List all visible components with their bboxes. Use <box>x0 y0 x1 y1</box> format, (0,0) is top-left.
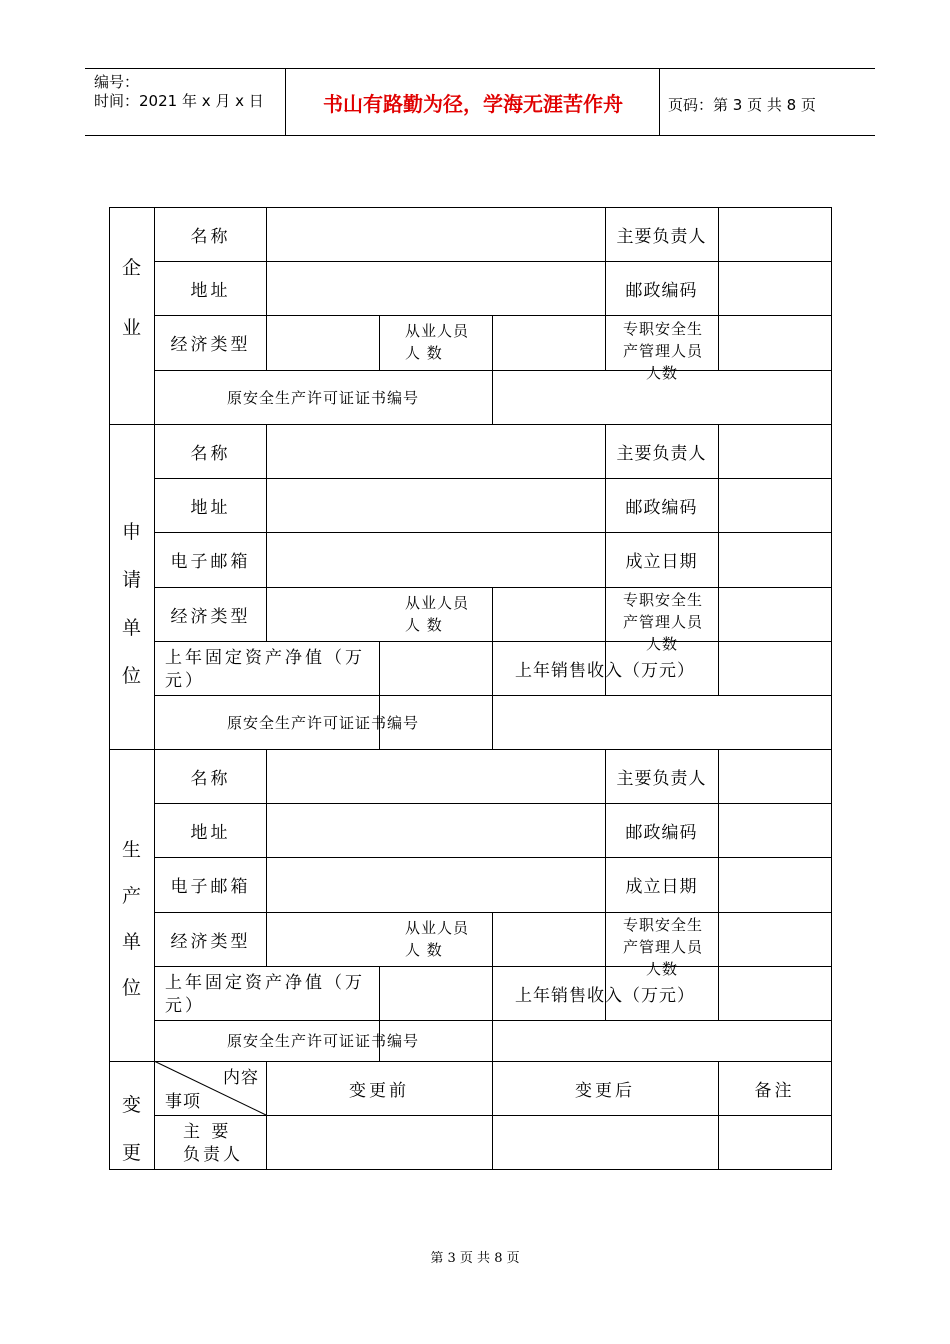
address-label: 地址 <box>190 497 231 518</box>
license-number-field[interactable] <box>493 371 831 424</box>
staff-count-field[interactable] <box>493 316 605 370</box>
staff-count-field[interactable] <box>493 588 605 641</box>
email-label: 电子邮箱 <box>170 877 251 897</box>
fixed-assets-label-l2: 元） <box>165 671 205 691</box>
head-after-field[interactable] <box>493 1116 718 1169</box>
fixed-assets-label-l2: 元） <box>165 996 205 1016</box>
founded-field[interactable] <box>719 858 831 912</box>
section-title: 生 产 单 位 <box>121 839 141 999</box>
safety-staff-label: 专职安全生 产管理人员 人数 <box>623 320 704 382</box>
section-title: 企 业 <box>121 257 141 339</box>
staff-count-label-l2: 人 数 <box>405 344 443 362</box>
founded-label: 成立日期 <box>625 877 698 897</box>
license-number-field[interactable] <box>493 696 831 749</box>
econ-type-label: 经济类型 <box>170 606 251 627</box>
after-change-header: 变更后 <box>575 1080 635 1101</box>
head-label: 主要负责人 <box>616 443 707 464</box>
staff-count-label-l1: 从业人员 <box>405 322 470 340</box>
name-label: 名称 <box>190 443 231 464</box>
header-motto: 书山有路勤为径，学海无涯苦作舟 <box>323 92 623 116</box>
head-field[interactable] <box>719 208 831 261</box>
econ-type-field[interactable] <box>267 913 379 966</box>
name-label: 名称 <box>190 768 231 789</box>
sales-revenue-label: 上年销售收入（万元） <box>515 660 695 681</box>
change-head-label-l1: 主 要 <box>183 1122 232 1142</box>
section-title: 变 更 <box>121 1094 141 1164</box>
remarks-header: 备注 <box>754 1080 795 1101</box>
postcode-label: 邮政编码 <box>625 280 698 301</box>
head-field[interactable] <box>719 425 831 478</box>
safety-staff-label: 专职安全生 产管理人员 人数 <box>623 591 704 653</box>
safety-staff-field[interactable] <box>719 588 831 641</box>
sales-revenue-field[interactable] <box>719 967 831 1020</box>
header-page-label: 页码：第 3 页 共 8 页 <box>668 96 816 114</box>
founded-field[interactable] <box>719 533 831 587</box>
staff-count-label-l2: 人 数 <box>405 941 443 959</box>
econ-type-label: 经济类型 <box>170 335 251 355</box>
address-label: 地址 <box>190 822 231 843</box>
safety-staff-field[interactable] <box>719 316 831 370</box>
address-field[interactable] <box>267 262 605 315</box>
safety-staff-label: 专职安全生 产管理人员 人数 <box>623 916 704 978</box>
application-form-table <box>109 207 832 1170</box>
change-head-label-l2: 负责人 <box>183 1145 243 1165</box>
name-field[interactable] <box>267 425 605 478</box>
staff-count-label-l2: 人 数 <box>405 616 443 634</box>
sales-revenue-label: 上年销售收入（万元） <box>515 985 695 1006</box>
staff-count-label-l1: 从业人员 <box>405 594 470 612</box>
page-footer: 第 3 页 共 8 页 <box>430 1251 520 1266</box>
econ-type-field[interactable] <box>267 316 379 370</box>
head-before-field[interactable] <box>267 1116 492 1169</box>
fixed-assets-label-l1: 上年固定资产净值（万 <box>165 973 365 993</box>
serial-label: 编号： <box>94 73 140 91</box>
section-title: 申 请 单 位 <box>121 521 141 687</box>
name-label: 名称 <box>190 226 231 247</box>
postcode-label: 邮政编码 <box>625 497 698 518</box>
safety-staff-field[interactable] <box>719 913 831 966</box>
license-number-label: 原安全生产许可证证书编号 <box>226 713 419 732</box>
head-label: 主要负责人 <box>616 226 707 247</box>
head-field[interactable] <box>719 750 831 803</box>
address-field[interactable] <box>267 804 605 857</box>
econ-type-field[interactable] <box>267 588 379 641</box>
head-label: 主要负责人 <box>616 768 707 789</box>
name-field[interactable] <box>267 208 605 261</box>
postcode-label: 邮政编码 <box>625 822 698 843</box>
fixed-assets-label-l1: 上年固定资产净值（万 <box>165 648 365 668</box>
name-field[interactable] <box>267 750 605 803</box>
staff-count-field[interactable] <box>493 913 605 966</box>
email-field[interactable] <box>267 533 605 587</box>
fixed-assets-field[interactable] <box>380 642 492 695</box>
fixed-assets-field[interactable] <box>380 967 492 1020</box>
header-bottom-rule <box>85 135 875 136</box>
address-field[interactable] <box>267 479 605 532</box>
postcode-field[interactable] <box>719 262 831 315</box>
diagonal-header-bottom: 事项 <box>165 1092 201 1112</box>
email-field[interactable] <box>267 858 605 912</box>
before-change-header: 变更前 <box>349 1080 409 1101</box>
econ-type-label: 经济类型 <box>170 931 251 952</box>
head-remarks-field[interactable] <box>719 1116 831 1169</box>
founded-label: 成立日期 <box>625 552 698 572</box>
sales-revenue-field[interactable] <box>719 642 831 695</box>
postcode-field[interactable] <box>719 479 831 532</box>
date-label: 时间：2021 年 x 月 x 日 <box>94 92 264 110</box>
license-number-label: 原安全生产许可证证书编号 <box>226 1032 419 1050</box>
email-label: 电子邮箱 <box>170 552 251 572</box>
staff-count-label-l1: 从业人员 <box>405 919 470 937</box>
license-number-field[interactable] <box>493 1021 831 1061</box>
postcode-field[interactable] <box>719 804 831 857</box>
diagonal-header-top: 内容 <box>223 1068 259 1088</box>
address-label: 地址 <box>190 280 231 301</box>
header-top-rule <box>85 68 875 69</box>
license-number-label: 原安全生产许可证证书编号 <box>226 388 419 407</box>
